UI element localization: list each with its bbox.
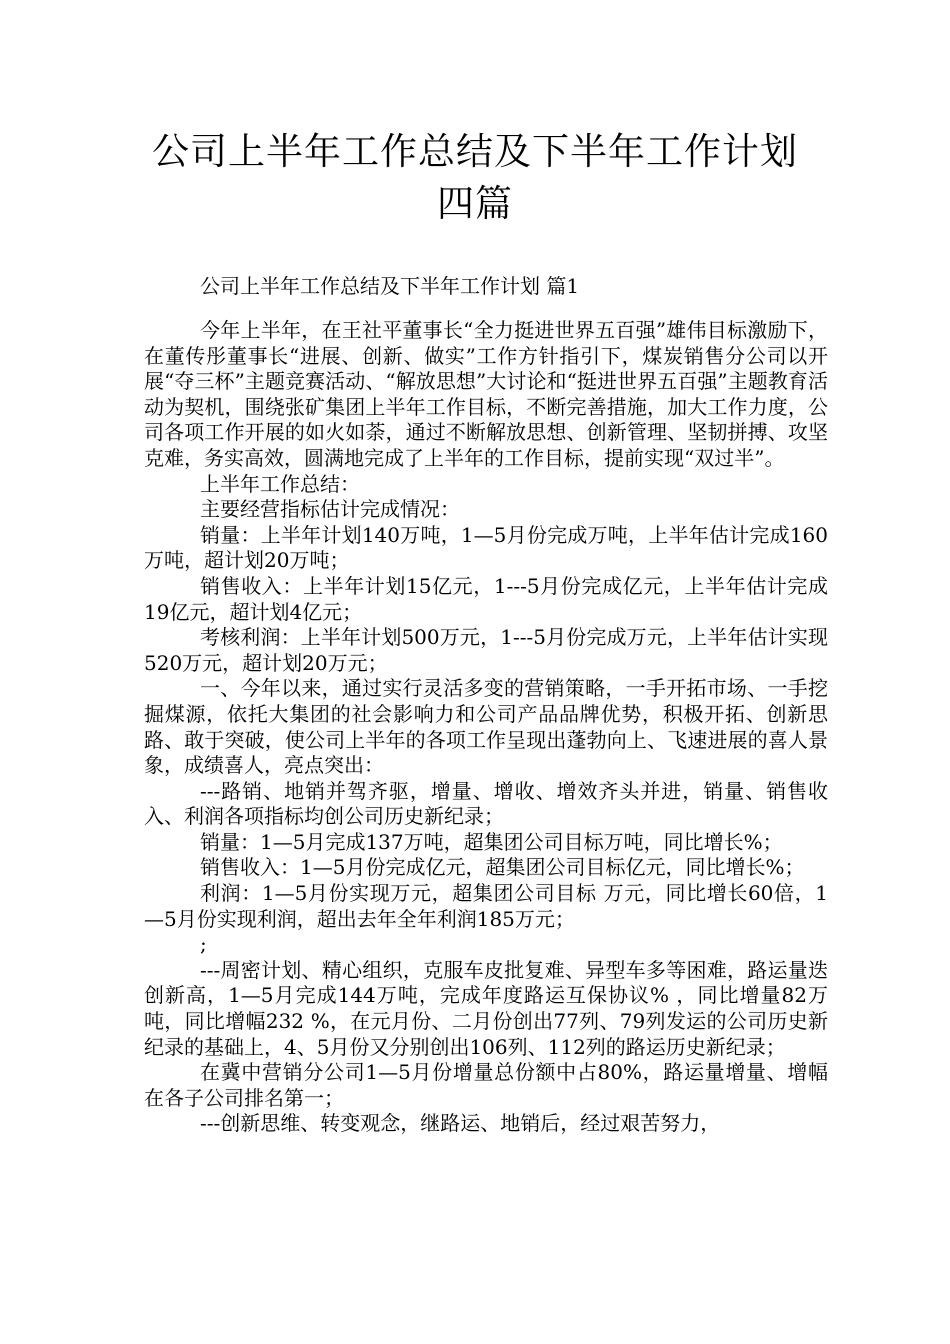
document-body bbox=[144, 318, 828, 1137]
paragraph: 主要经营指标估计完成情况： bbox=[200, 497, 460, 522]
document-title: 公司上半年工作总结及下半年工作计划四篇 bbox=[152, 130, 798, 225]
paragraph: ---周密计划、精心组织，克服车皮批复难、异型车多等困难，路运量迭创新高，1—5月完成144万吨，完成年度路运互保协议% ，同比增量82万吨，同比增幅232 %，在元月份、二月份创出77列、79列发运的公司历史新纪录的基础上，4、5月份又分别创出106列、112列的路运历史新纪录； bbox=[144, 957, 828, 1059]
paragraph: 利润：1—5月份实现万元，超集团公司目标 万元，同比增长60倍，1—5月份实现利润，超出去年全年利润185万元； bbox=[144, 881, 828, 931]
paragraph: 考核利润：上半年计划500万元，1---5月份完成万元，上半年估计实现520万元，超计划20万元； bbox=[144, 625, 828, 675]
paragraph: ---创新思维、转变观念，继路运、地销后，经过艰苦努力， bbox=[200, 1111, 721, 1136]
paragraph: 一、今年以来，通过实行灵活多变的营销策略，一手开拓市场、一手挖掘煤源，依托大集团的社会影响力和公司产品品牌优势，积极开拓、创新思路、敢于突破，使公司上半年的各项工作呈现出蓬勃向上、飞速进展的喜人景象，成绩喜人，亮点突出： bbox=[144, 676, 828, 778]
paragraph: 在冀中营销分公司1—5月份增量总份额中占80%，路运量增量、增幅在各子公司排名第一； bbox=[144, 1060, 828, 1110]
paragraph: 今年上半年，在王社平董事长“全力挺进世界五百强”雄伟目标激励下，在董传彤董事长“进展、创新、做实”工作方针指引下，煤炭销售分公司以开展“夺三杯”主题竞赛活动、“解放思想”大讨论和“挺进世界五百强”主题教育活动为契机，围绕张矿集团上半年工作目标，不断完善措施，加大工作力度，公司各项工作开展的如火如荼，通过不断解放思想、创新管理、坚韧拼搏、攻坚克难，务实高效，圆满地完成了上半年的工作目标，提前实现“双过半”。 bbox=[144, 318, 828, 470]
paragraph: 销量：上半年计划140万吨，1—5月份完成万吨，上半年估计完成160万吨，超计划20万吨； bbox=[144, 522, 828, 573]
paragraph: 上半年工作总结： bbox=[200, 471, 360, 496]
paragraph: ---路销、地销并驾齐驱，增量、增收、增效齐头并进，销量、销售收入、利润各项指标均创公司历史新纪录； bbox=[144, 778, 828, 829]
paragraph: 销售收入：1—5月份完成亿元，超集团公司目标亿元，同比增长%； bbox=[200, 855, 805, 880]
paragraph: 销量：1—5月完成137万吨，超集团公司目标万吨，同比增长%； bbox=[200, 829, 783, 854]
paragraph: 销售收入：上半年计划15亿元，1---5月份完成亿元，上半年估计完成19亿元，超计划4亿元； bbox=[144, 573, 828, 624]
paragraph: ; bbox=[200, 932, 207, 957]
section-heading: 公司上半年工作总结及下半年工作计划 篇1 bbox=[200, 274, 580, 298]
